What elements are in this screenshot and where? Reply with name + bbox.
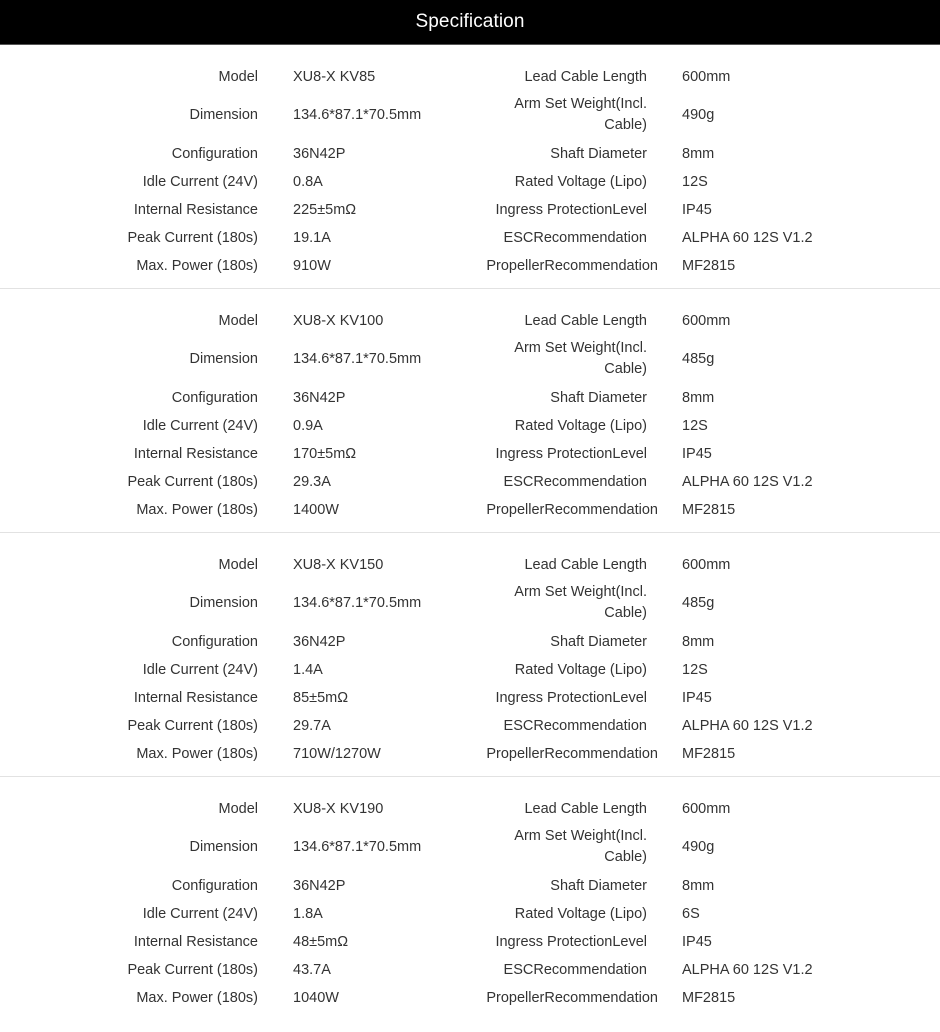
spec-row-model xyxy=(0,307,940,335)
spec-row-max-power xyxy=(0,252,940,280)
spec-row-internal-resistance xyxy=(0,684,940,712)
spec-label: Ingress ProtectionLevel xyxy=(495,201,647,218)
spec-label: Dimension xyxy=(189,350,258,367)
spec-label: Max. Power (180s) xyxy=(136,745,258,762)
page-title: Specification xyxy=(415,11,525,32)
spec-value-rated-voltage: 12S xyxy=(682,173,708,190)
spec-value-peak-current: 29.7A xyxy=(293,717,331,734)
spec-label: Model xyxy=(218,312,258,329)
spec-label: Idle Current (24V) xyxy=(142,417,258,434)
spec-label: PropellerRecommendation xyxy=(486,989,658,1006)
spec-value-shaft-diameter: 8mm xyxy=(682,633,715,650)
spec-label: Max. Power (180s) xyxy=(136,989,258,1006)
spec-row-model xyxy=(0,551,940,579)
spec-label: Lead Cable Length xyxy=(524,312,647,329)
spec-row-configuration xyxy=(0,140,940,168)
spec-value-shaft-diameter: 8mm xyxy=(682,877,715,894)
spec-label: Max. Power (180s) xyxy=(136,257,258,274)
spec-row-idle-current xyxy=(0,656,940,684)
spec-value-internal-resistance: 48±5mΩ xyxy=(293,933,349,950)
spec-label: Peak Current (180s) xyxy=(127,717,258,734)
spec-label: Idle Current (24V) xyxy=(142,661,258,678)
spec-row-peak-current xyxy=(0,956,940,984)
spec-value-max-power: 1040W xyxy=(293,989,339,1006)
spec-value-arm-set-weight: 490g xyxy=(682,838,715,855)
spec-value-peak-current: 43.7A xyxy=(293,961,331,978)
spec-value-lead-cable-length: 600mm xyxy=(682,312,731,329)
spec-row-dimension xyxy=(0,581,940,625)
spec-label: Lead Cable Length xyxy=(524,556,647,573)
spec-value-internal-resistance: 85±5mΩ xyxy=(293,689,349,706)
spec-value-shaft-diameter: 8mm xyxy=(682,389,715,406)
spec-value-max-power: 710W/1270W xyxy=(293,745,381,762)
spec-label: ESCRecommendation xyxy=(503,229,647,246)
spec-label: Shaft Diameter xyxy=(550,145,647,162)
spec-label: Ingress ProtectionLevel xyxy=(495,689,647,706)
spec-value-internal-resistance: 170±5mΩ xyxy=(293,445,357,462)
spec-label: ESCRecommendation xyxy=(503,717,647,734)
spec-label: Lead Cable Length xyxy=(524,800,647,817)
spec-value-arm-set-weight: 485g xyxy=(682,594,715,611)
spec-row-peak-current xyxy=(0,468,940,496)
spec-row-configuration xyxy=(0,628,940,656)
spec-label: Idle Current (24V) xyxy=(142,905,258,922)
spec-label: Arm Set Weight(Incl. Cable) xyxy=(514,340,647,377)
spec-value-ingress-protection: IP45 xyxy=(682,201,712,218)
spec-value-max-power: 910W xyxy=(293,257,331,274)
spec-label: Rated Voltage (Lipo) xyxy=(514,661,647,678)
spec-row-peak-current xyxy=(0,224,940,252)
spec-row-idle-current xyxy=(0,168,940,196)
spec-label: Dimension xyxy=(189,838,258,855)
spec-label: Dimension xyxy=(189,106,258,123)
spec-value-rated-voltage: 6S xyxy=(682,905,700,922)
spec-label: Ingress ProtectionLevel xyxy=(495,933,647,950)
spec-label: Model xyxy=(218,556,258,573)
spec-label: Peak Current (180s) xyxy=(127,961,258,978)
spec-label: Lead Cable Length xyxy=(524,68,647,85)
spec-value-model: XU8-X KV190 xyxy=(293,800,384,817)
spec-label: Arm Set Weight(Incl. Cable) xyxy=(514,584,647,621)
spec-value-configuration: 36N42P xyxy=(293,877,346,894)
spec-value-shaft-diameter: 8mm xyxy=(682,145,715,162)
spec-label: Internal Resistance xyxy=(133,689,258,706)
spec-label: ESCRecommendation xyxy=(503,961,647,978)
spec-label: PropellerRecommendation xyxy=(486,257,658,274)
spec-value-model: XU8-X KV150 xyxy=(293,556,384,573)
spec-value-esc-recommendation: ALPHA 60 12S V1.2 xyxy=(682,717,813,734)
spec-value-max-power: 1400W xyxy=(293,501,339,518)
spec-row-dimension xyxy=(0,93,940,137)
spec-label: Internal Resistance xyxy=(133,933,258,950)
spec-label: Configuration xyxy=(171,389,258,406)
spec-value-lead-cable-length: 600mm xyxy=(682,68,731,85)
spec-value-rated-voltage: 12S xyxy=(682,661,708,678)
spec-block xyxy=(0,777,940,1021)
spec-value-esc-recommendation: ALPHA 60 12S V1.2 xyxy=(682,473,813,490)
spec-block xyxy=(0,533,940,777)
spec-row-max-power xyxy=(0,984,940,1012)
spec-label: Peak Current (180s) xyxy=(127,473,258,490)
spec-value-rated-voltage: 12S xyxy=(682,417,708,434)
spec-label: Max. Power (180s) xyxy=(136,501,258,518)
spec-row-internal-resistance xyxy=(0,440,940,468)
spec-value-esc-recommendation: ALPHA 60 12S V1.2 xyxy=(682,229,813,246)
spec-label: Configuration xyxy=(171,877,258,894)
spec-label: Model xyxy=(218,68,258,85)
spec-label: Internal Resistance xyxy=(133,445,258,462)
spec-value-internal-resistance: 225±5mΩ xyxy=(293,201,357,218)
spec-block xyxy=(0,289,940,533)
spec-value-idle-current: 0.8A xyxy=(293,173,323,190)
spec-label: Rated Voltage (Lipo) xyxy=(514,417,647,434)
spec-label: Rated Voltage (Lipo) xyxy=(514,173,647,190)
spec-label: Configuration xyxy=(171,145,258,162)
spec-row-peak-current xyxy=(0,712,940,740)
spec-label: Peak Current (180s) xyxy=(127,229,258,246)
spec-header xyxy=(0,0,940,45)
spec-value-ingress-protection: IP45 xyxy=(682,689,712,706)
spec-value-dimension: 134.6*87.1*70.5mm xyxy=(293,350,422,367)
spec-label: Model xyxy=(218,800,258,817)
spec-label: Shaft Diameter xyxy=(550,389,647,406)
spec-value-dimension: 134.6*87.1*70.5mm xyxy=(293,838,422,855)
spec-value-configuration: 36N42P xyxy=(293,389,346,406)
spec-value-propeller-recommendation: MF2815 xyxy=(682,989,736,1006)
spec-value-model: XU8-X KV100 xyxy=(293,312,384,329)
spec-value-esc-recommendation: ALPHA 60 12S V1.2 xyxy=(682,961,813,978)
spec-row-model xyxy=(0,795,940,823)
spec-value-lead-cable-length: 600mm xyxy=(682,556,731,573)
spec-label: ESCRecommendation xyxy=(503,473,647,490)
spec-row-model xyxy=(0,63,940,91)
spec-row-dimension xyxy=(0,337,940,381)
spec-label: Rated Voltage (Lipo) xyxy=(514,905,647,922)
spec-value-propeller-recommendation: MF2815 xyxy=(682,501,736,518)
spec-label: Ingress ProtectionLevel xyxy=(495,445,647,462)
spec-value-configuration: 36N42P xyxy=(293,633,346,650)
spec-label: Arm Set Weight(Incl. Cable) xyxy=(514,828,647,865)
spec-row-max-power xyxy=(0,740,940,768)
spec-value-arm-set-weight: 485g xyxy=(682,350,715,367)
spec-label: Shaft Diameter xyxy=(550,877,647,894)
spec-value-lead-cable-length: 600mm xyxy=(682,800,731,817)
spec-label: Idle Current (24V) xyxy=(142,173,258,190)
spec-value-idle-current: 1.8A xyxy=(293,905,323,922)
spec-label: Internal Resistance xyxy=(133,201,258,218)
spec-row-dimension xyxy=(0,825,940,869)
spec-value-dimension: 134.6*87.1*70.5mm xyxy=(293,594,422,611)
spec-label: Dimension xyxy=(189,594,258,611)
spec-label: Configuration xyxy=(171,633,258,650)
spec-row-internal-resistance xyxy=(0,196,940,224)
spec-row-max-power xyxy=(0,496,940,524)
spec-value-propeller-recommendation: MF2815 xyxy=(682,257,736,274)
spec-row-idle-current xyxy=(0,412,940,440)
spec-value-idle-current: 0.9A xyxy=(293,417,323,434)
spec-row-idle-current xyxy=(0,900,940,928)
spec-row-configuration xyxy=(0,872,940,900)
spec-block xyxy=(0,45,940,289)
spec-value-propeller-recommendation: MF2815 xyxy=(682,745,736,762)
spec-label: Arm Set Weight(Incl. Cable) xyxy=(514,96,647,133)
spec-label: PropellerRecommendation xyxy=(486,501,658,518)
spec-row-configuration xyxy=(0,384,940,412)
spec-value-idle-current: 1.4A xyxy=(293,661,323,678)
spec-sections xyxy=(0,45,940,1021)
spec-value-ingress-protection: IP45 xyxy=(682,445,712,462)
spec-row-internal-resistance xyxy=(0,928,940,956)
spec-label: Shaft Diameter xyxy=(550,633,647,650)
spec-value-peak-current: 19.1A xyxy=(293,229,331,246)
spec-value-ingress-protection: IP45 xyxy=(682,933,712,950)
spec-value-configuration: 36N42P xyxy=(293,145,346,162)
spec-value-model: XU8-X KV85 xyxy=(293,68,376,85)
spec-value-arm-set-weight: 490g xyxy=(682,106,715,123)
spec-label: PropellerRecommendation xyxy=(486,745,658,762)
spec-value-dimension: 134.6*87.1*70.5mm xyxy=(293,106,422,123)
spec-value-peak-current: 29.3A xyxy=(293,473,331,490)
